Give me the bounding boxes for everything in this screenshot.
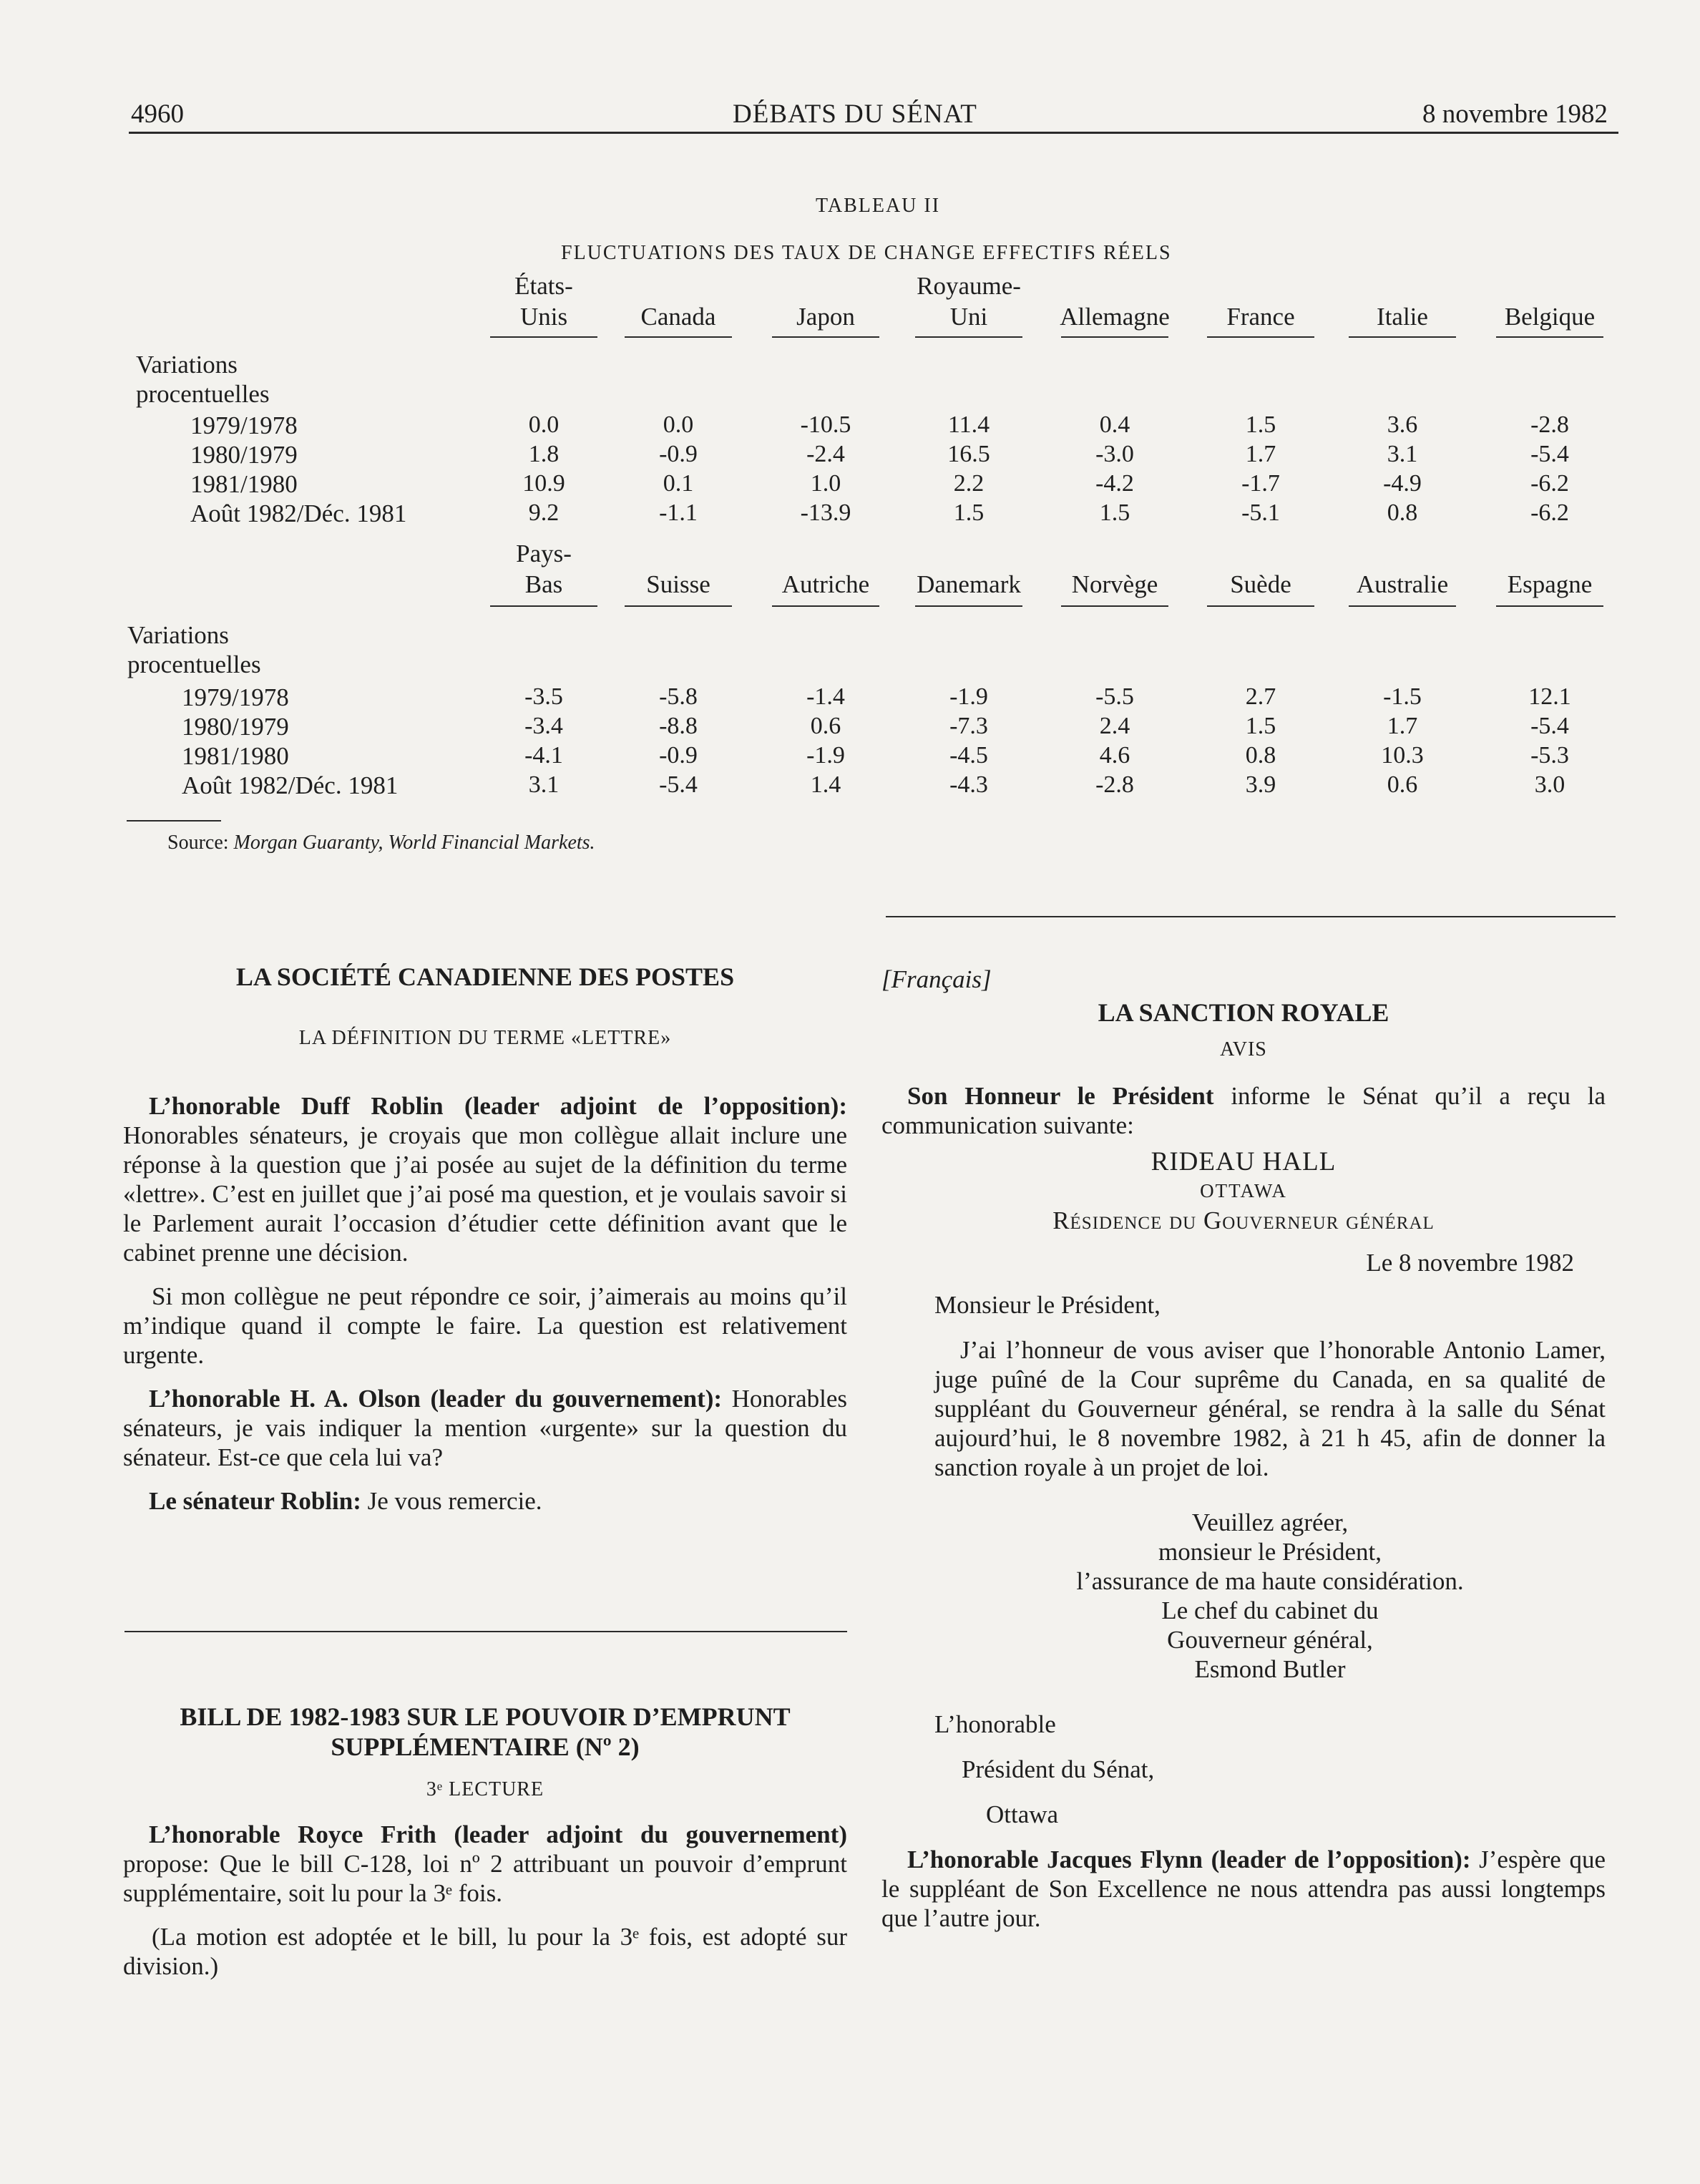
table-cell: -3.4 bbox=[524, 713, 563, 739]
text-roblin-3: Je vous remercie. bbox=[367, 1487, 542, 1515]
row-label: 1981/1980 bbox=[190, 470, 298, 498]
row-label: 1980/1979 bbox=[182, 713, 289, 741]
table-cell: 3.9 bbox=[1245, 771, 1276, 798]
header-rule bbox=[129, 132, 1618, 134]
column-header-underline bbox=[772, 605, 879, 607]
row-label: 1979/1978 bbox=[182, 683, 289, 711]
table-cell: 0.0 bbox=[528, 411, 560, 438]
heading-bill-line2: SUPPLÉMENTAIRE (Nº 2) bbox=[331, 1732, 640, 1761]
letter-residence: Résidence du Gouverneur général bbox=[1052, 1206, 1435, 1234]
table-cell: -3.5 bbox=[524, 683, 563, 710]
table-cell: -5.1 bbox=[1241, 499, 1280, 526]
speaker-president: Son Honneur le Président bbox=[907, 1082, 1214, 1110]
table-cell: -5.8 bbox=[659, 683, 698, 710]
table-cell: -0.9 bbox=[659, 441, 698, 467]
subheading-lecture: 3ᵉ LECTURE bbox=[426, 1778, 544, 1800]
table-cell: -10.5 bbox=[800, 411, 851, 438]
column-header-underline bbox=[772, 336, 879, 338]
table-cell: 16.5 bbox=[947, 441, 990, 467]
heading-bill bbox=[123, 1702, 847, 1762]
table-cell: -4.9 bbox=[1383, 470, 1422, 497]
column-header bbox=[1193, 270, 1329, 332]
speaker-roblin-senator: Le sénateur Roblin: bbox=[149, 1487, 361, 1515]
column-header bbox=[1047, 270, 1183, 332]
page-title: DÉBATS DU SÉNAT bbox=[733, 99, 977, 129]
table-cell: 0.0 bbox=[663, 411, 694, 438]
table-cell: 1.5 bbox=[1245, 411, 1276, 438]
table-cell: 1.4 bbox=[810, 771, 841, 798]
column-header-line bbox=[1482, 538, 1618, 569]
row-label: 1981/1980 bbox=[182, 742, 289, 770]
table-cell: -1.7 bbox=[1241, 470, 1280, 497]
letter-body: J’ai l’honneur de vous aviser que l’honorable Antonio Lamer, juge puîné de la Cour suprême du Canada, en sa qualité de suppléant du Gouverneur général, se rendra à la salle du Sénat aujourd’hui, le 8 novembre 1982, à 21 h 45, afin de donner la sanction royale à un projet de loi. bbox=[934, 1336, 1606, 1481]
table-cell: 0.1 bbox=[663, 470, 694, 497]
column-header-line: Suède bbox=[1230, 570, 1291, 598]
heading-bill-line1: BILL DE 1982-1983 SUR LE POUVOIR D’EMPRUNT bbox=[180, 1702, 791, 1731]
column-header-line bbox=[758, 270, 894, 301]
row-group-label: Variations bbox=[127, 621, 229, 649]
table-cell: 1.0 bbox=[810, 470, 841, 497]
signatory: Esmond Butler bbox=[1194, 1655, 1346, 1683]
column-header-line: Belgique bbox=[1504, 303, 1596, 331]
section-rule-left bbox=[124, 1631, 847, 1632]
table-cell: -1.9 bbox=[949, 683, 988, 710]
column-header bbox=[610, 538, 746, 600]
table-cell: 1.5 bbox=[1099, 499, 1130, 526]
table-cell: -4.5 bbox=[949, 742, 988, 769]
table-cell: -1.4 bbox=[806, 683, 845, 710]
paragraph-flynn bbox=[881, 1845, 1606, 1933]
column-header-line: Bas bbox=[524, 570, 563, 598]
text-olson: Honorables sénateurs, je vais indiquer la mention «urgente» sur la question du sénateur. Est-ce que cela lui va? bbox=[123, 1385, 847, 1471]
table-cell: -2.4 bbox=[806, 441, 845, 467]
table-cell: 1.5 bbox=[953, 499, 985, 526]
table-title: FLUCTUATIONS DES TAUX DE CHANGE EFFECTIFS RÉELS bbox=[561, 242, 1172, 264]
table-label: TABLEAU II bbox=[816, 195, 941, 217]
column-header-line: États- bbox=[514, 272, 573, 300]
text-frith: propose: Que le bill C-128, loi nº 2 attribuant un pouvoir d’emprunt supplémentaire, soit lu pour la 3ᵉ fois. bbox=[123, 1850, 847, 1907]
addressee-line: Président du Sénat, bbox=[962, 1755, 1155, 1783]
column-header-line bbox=[610, 270, 746, 301]
table-cell: 1.7 bbox=[1387, 713, 1418, 739]
table-cell: 2.4 bbox=[1099, 713, 1130, 739]
row-label: 1979/1978 bbox=[190, 411, 298, 439]
table-cell: -4.3 bbox=[949, 771, 988, 798]
table-cell: -1.9 bbox=[806, 742, 845, 769]
table-cell: 3.1 bbox=[1387, 441, 1418, 467]
table-cell: -4.2 bbox=[1095, 470, 1134, 497]
letter-city: OTTAWA bbox=[1200, 1180, 1287, 1201]
table-cell: 1.8 bbox=[528, 441, 560, 467]
page-date: 8 novembre 1982 bbox=[1422, 99, 1608, 129]
table-cell: 0.6 bbox=[810, 713, 841, 739]
table-cell: 0.8 bbox=[1245, 742, 1276, 769]
column-header-line: Allemagne bbox=[1060, 303, 1170, 331]
table-cell: -5.4 bbox=[659, 771, 698, 798]
column-header-line: Italie bbox=[1377, 303, 1428, 331]
table-cell: 9.2 bbox=[528, 499, 560, 526]
paragraph-president bbox=[881, 1081, 1606, 1140]
column-header bbox=[1334, 538, 1470, 600]
column-header-line bbox=[758, 538, 894, 569]
table-cell: 12.1 bbox=[1528, 683, 1571, 710]
table-cell: -6.2 bbox=[1530, 470, 1569, 497]
table-cell: 1.5 bbox=[1245, 713, 1276, 739]
column-header-underline bbox=[490, 605, 597, 607]
table-cell: -1.1 bbox=[659, 499, 698, 526]
letter-date: Le 8 novembre 1982 bbox=[1366, 1249, 1574, 1277]
table-cell: -3.0 bbox=[1095, 441, 1134, 467]
table-cell: -8.8 bbox=[659, 713, 698, 739]
column-header-underline bbox=[1207, 336, 1314, 338]
column-header bbox=[758, 538, 894, 600]
addressee-line: Ottawa bbox=[986, 1800, 1059, 1828]
column-header-underline bbox=[1349, 336, 1456, 338]
section-rule-right-top bbox=[886, 916, 1616, 917]
column-header-line: Danemark bbox=[917, 570, 1021, 598]
column-header-line: Suisse bbox=[646, 570, 710, 598]
table-cell: 2.7 bbox=[1245, 683, 1276, 710]
table-cell: 4.6 bbox=[1099, 742, 1130, 769]
source-text: Morgan Guaranty, World Financial Markets. bbox=[233, 832, 595, 854]
paragraph-roblin-1 bbox=[123, 1091, 847, 1267]
column-header-underline bbox=[915, 336, 1022, 338]
column-header-line bbox=[1334, 270, 1470, 301]
row-group-label: procentuelles bbox=[127, 650, 261, 678]
subheading-lettre: LA DÉFINITION DU TERME «LETTRE» bbox=[298, 1027, 672, 1049]
speaker-flynn: L’honorable Jacques Flynn (leader de l’opposition): bbox=[907, 1846, 1471, 1873]
row-group-label: Variations bbox=[136, 351, 238, 379]
paragraph-motion: (La motion est adoptée et le bill, lu pour la 3ᵉ fois, est adopté sur division.) bbox=[123, 1923, 847, 1980]
source-label: Source: bbox=[167, 832, 229, 854]
table-cell: 11.4 bbox=[947, 411, 990, 438]
column-header-line: Autriche bbox=[781, 570, 870, 598]
paragraph-roblin-2: Si mon collègue ne peut répondre ce soir, j’aimerais au moins qu’il m’indique quand il compte le faire. La question est relativement urgente. bbox=[123, 1282, 847, 1369]
text-flynn: J’espère que le suppléant de Son Excellence ne nous attendra pas aussi longtemps que l’autre jour. bbox=[881, 1846, 1606, 1932]
column-header-line bbox=[1482, 270, 1618, 301]
table-cell: 0.6 bbox=[1387, 771, 1418, 798]
column-header-line: Norvège bbox=[1071, 570, 1158, 598]
table-cell: 0.4 bbox=[1099, 411, 1130, 438]
column-header bbox=[1482, 270, 1618, 332]
row-label: Août 1982/Déc. 1981 bbox=[182, 771, 399, 799]
letter-salutation: Monsieur le Président, bbox=[934, 1291, 1161, 1319]
column-header-line bbox=[1193, 538, 1329, 569]
speaker-roblin: L’honorable Duff Roblin (leader adjoint de l’opposition): bbox=[149, 1092, 847, 1120]
column-header-line: Royaume- bbox=[917, 272, 1021, 300]
column-header-underline bbox=[1349, 605, 1456, 607]
table-cell: -2.8 bbox=[1095, 771, 1134, 798]
table-cell: 1.7 bbox=[1245, 441, 1276, 467]
column-header-underline bbox=[1061, 336, 1168, 338]
column-header bbox=[1047, 538, 1183, 600]
closing-line: Gouverneur général, bbox=[1167, 1626, 1373, 1654]
closing-line: Veuillez agréer, bbox=[1191, 1508, 1349, 1536]
table-cell: 3.1 bbox=[528, 771, 560, 798]
closing-line: Le chef du cabinet du bbox=[1161, 1596, 1379, 1624]
column-header-underline bbox=[915, 605, 1022, 607]
column-header-underline bbox=[1496, 336, 1603, 338]
table-cell: 3.6 bbox=[1387, 411, 1418, 438]
table-cell: 2.2 bbox=[953, 470, 985, 497]
column-header bbox=[1334, 270, 1470, 332]
closing-line: l’assurance de ma haute considération. bbox=[1076, 1567, 1464, 1595]
text-president: informe le Sénat qu’il a reçu la communication suivante: bbox=[881, 1082, 1606, 1139]
table-cell: -5.4 bbox=[1530, 441, 1569, 467]
column-header-line: Australie bbox=[1356, 570, 1449, 598]
column-header-line: France bbox=[1226, 303, 1295, 331]
column-header-line bbox=[1334, 538, 1470, 569]
table-cell: -4.1 bbox=[524, 742, 563, 769]
paragraph-olson bbox=[123, 1384, 847, 1472]
row-label: 1980/1979 bbox=[190, 441, 298, 469]
column-header bbox=[1482, 538, 1618, 600]
column-header-line bbox=[610, 538, 746, 569]
closing-line: monsieur le Président, bbox=[1158, 1538, 1382, 1566]
column-header-underline bbox=[625, 336, 732, 338]
addressee-line: L’honorable bbox=[934, 1710, 1056, 1738]
subheading-avis: AVIS bbox=[1220, 1038, 1267, 1061]
column-header-line bbox=[901, 538, 1037, 569]
table-cell: 0.8 bbox=[1387, 499, 1418, 526]
column-header-line bbox=[1047, 538, 1183, 569]
column-header-line: Japon bbox=[796, 303, 855, 331]
column-header bbox=[901, 538, 1037, 600]
table-source bbox=[167, 832, 595, 854]
column-header-line: Pays- bbox=[516, 540, 572, 567]
column-header bbox=[476, 538, 612, 600]
right-column bbox=[881, 965, 1606, 1947]
table-cell: -5.5 bbox=[1095, 683, 1134, 710]
table-cell: 10.3 bbox=[1381, 742, 1424, 769]
column-header bbox=[476, 270, 612, 332]
source-rule bbox=[127, 820, 221, 822]
paragraph-frith bbox=[123, 1820, 847, 1908]
heading-postes: LA SOCIÉTÉ CANADIENNE DES POSTES bbox=[235, 962, 735, 991]
speaker-frith: L’honorable Royce Frith (leader adjoint du gouvernement) bbox=[149, 1820, 847, 1848]
page-number: 4960 bbox=[131, 99, 184, 129]
column-header-underline bbox=[490, 336, 597, 338]
language-tag: [Français] bbox=[881, 965, 992, 993]
column-header bbox=[610, 270, 746, 332]
table-cell: 3.0 bbox=[1534, 771, 1565, 798]
left-column-bill bbox=[123, 1702, 847, 1995]
left-column bbox=[123, 962, 847, 1530]
column-header-underline bbox=[1496, 605, 1603, 607]
table-cell: -5.4 bbox=[1530, 713, 1569, 739]
column-header-underline bbox=[625, 605, 732, 607]
column-header-underline bbox=[1207, 605, 1314, 607]
table-cell: 10.9 bbox=[522, 470, 565, 497]
column-header-line: Espagne bbox=[1507, 570, 1593, 598]
row-group-label: procentuelles bbox=[136, 380, 270, 408]
paragraph-roblin-3 bbox=[123, 1486, 847, 1516]
row-label: Août 1982/Déc. 1981 bbox=[190, 499, 407, 527]
table-cell: -5.3 bbox=[1530, 742, 1569, 769]
column-header bbox=[758, 270, 894, 332]
column-header-line: Uni bbox=[949, 303, 988, 331]
column-header-line: Unis bbox=[519, 303, 568, 331]
table-cell: -1.5 bbox=[1383, 683, 1422, 710]
column-header-line bbox=[1047, 270, 1183, 301]
text-roblin-1: Honorables sénateurs, je croyais que mon collègue allait inclure une réponse à la question que j’ai posée au sujet de la définition du terme «lettre». C’est en juillet que j’ai posé ma question, et je voulais savoir si le Parlement aurait l’occasion d’étudier cette définition avant que le cabinet prenne une décision. bbox=[123, 1121, 847, 1267]
speaker-olson: L’honorable H. A. Olson (leader du gouvernement): bbox=[149, 1385, 723, 1413]
heading-sanction: LA SANCTION ROYALE bbox=[1098, 998, 1389, 1027]
table-cell: -6.2 bbox=[1530, 499, 1569, 526]
table-cell: -7.3 bbox=[949, 713, 988, 739]
column-header bbox=[901, 270, 1037, 332]
table-cell: -13.9 bbox=[800, 499, 851, 526]
column-header-line: Canada bbox=[640, 303, 716, 331]
column-header bbox=[1193, 538, 1329, 600]
letter-closing bbox=[881, 1508, 1606, 1684]
table-cell: -0.9 bbox=[659, 742, 698, 769]
letter-place: RIDEAU HALL bbox=[1151, 1147, 1337, 1176]
table-cell: -2.8 bbox=[1530, 411, 1569, 438]
column-header-line bbox=[1193, 270, 1329, 301]
column-header-underline bbox=[1061, 605, 1168, 607]
